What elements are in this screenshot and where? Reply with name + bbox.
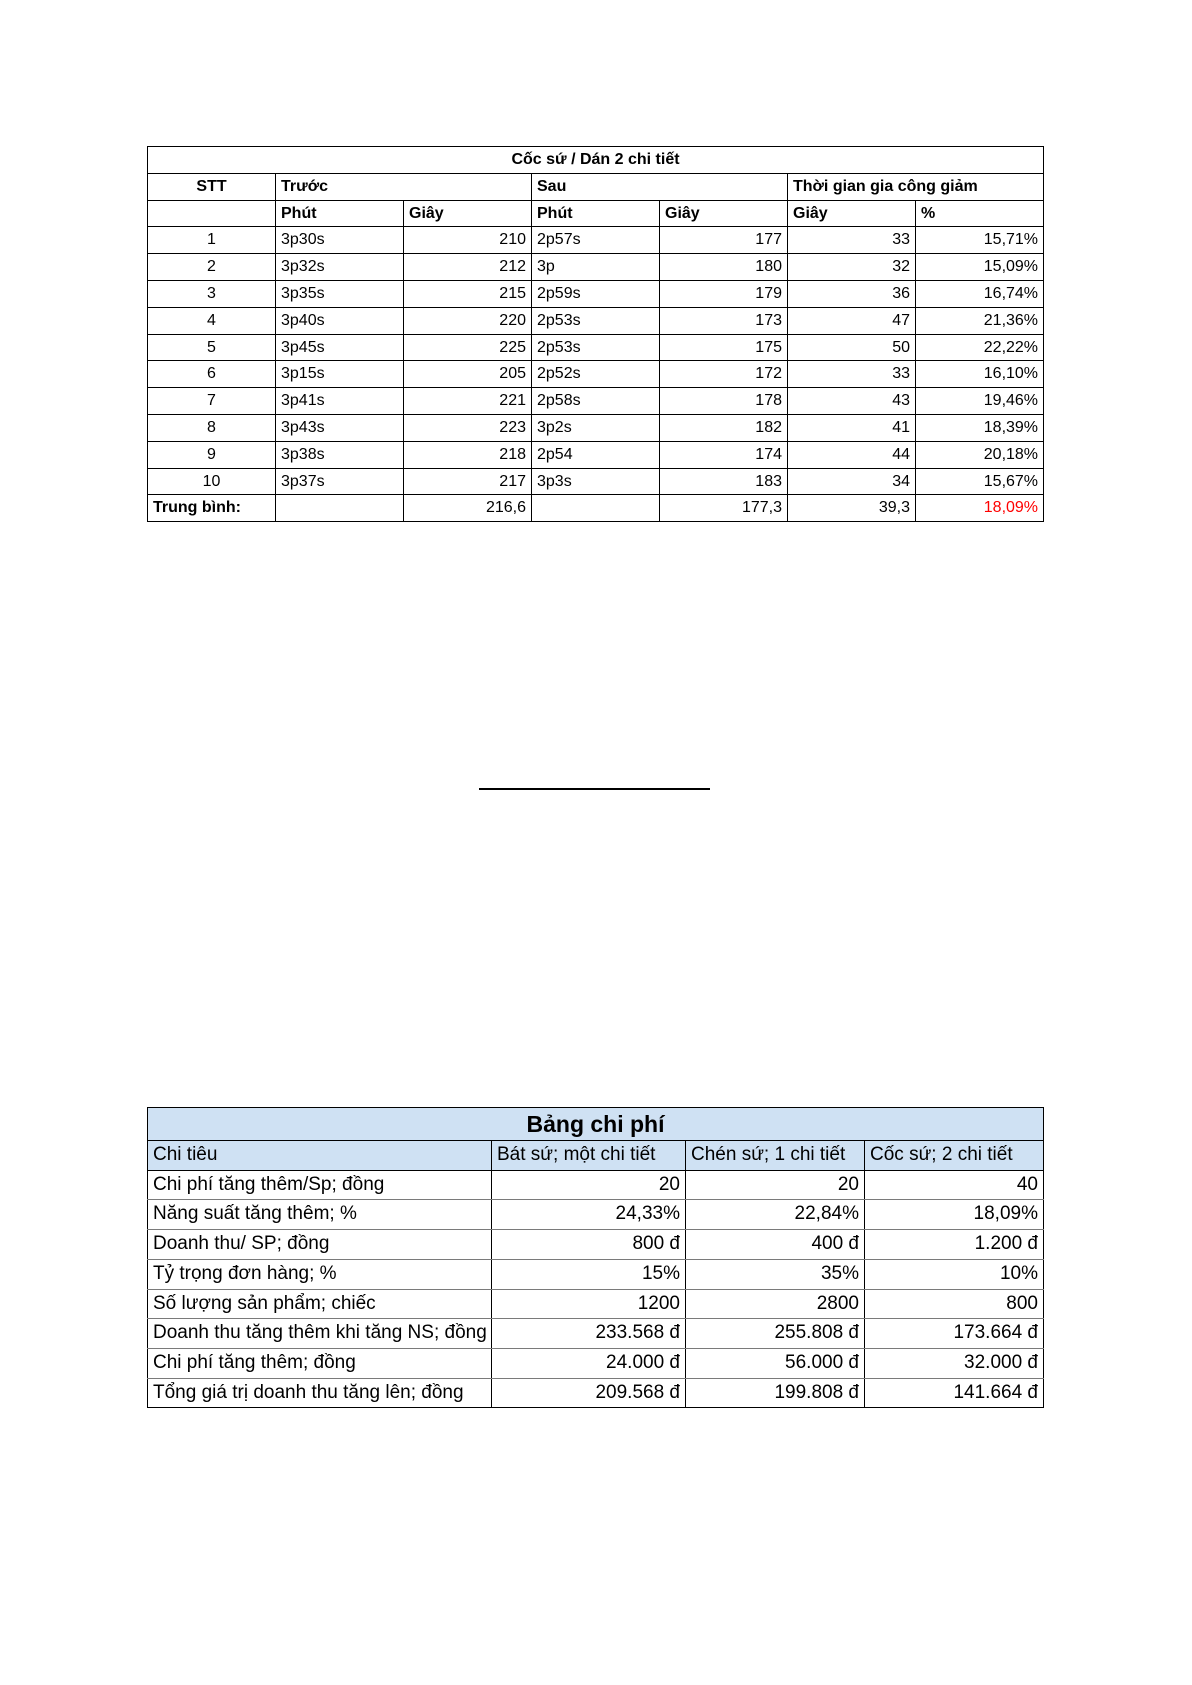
cell-reduced-pct: 16,10% [916, 361, 1044, 388]
row-value: 1.200 đ [865, 1230, 1044, 1260]
row-value: 20 [686, 1170, 865, 1200]
header-after: Sau [532, 173, 788, 200]
average-before-sec: 216,6 [404, 495, 532, 522]
row-value: 199.808 đ [686, 1378, 865, 1408]
row-value: 800 đ [492, 1230, 686, 1260]
cell-reduced-sec: 43 [788, 388, 916, 415]
row-value: 209.568 đ [492, 1378, 686, 1408]
row-value: 22,84% [686, 1200, 865, 1230]
row-label: Chi phí tăng thêm/Sp; đồng [148, 1170, 492, 1200]
cell-before-sec: 217 [404, 468, 532, 495]
cell-reduced-sec: 33 [788, 361, 916, 388]
cell-reduced-pct: 15,67% [916, 468, 1044, 495]
cell-reduced-sec: 44 [788, 441, 916, 468]
table-row [148, 280, 1044, 307]
cell-stt: 5 [148, 334, 276, 361]
row-value: 141.664 đ [865, 1378, 1044, 1408]
row-value: 173.664 đ [865, 1319, 1044, 1349]
row-label: Tỷ trọng đơn hàng; % [148, 1259, 492, 1289]
cell-reduced-pct: 20,18% [916, 441, 1044, 468]
header-before-sec: Giây [404, 200, 532, 227]
table-row [148, 1200, 1044, 1230]
cell-before-sec: 215 [404, 280, 532, 307]
cell-reduced-sec: 47 [788, 307, 916, 334]
header-blank [148, 200, 276, 227]
cell-before-sec: 223 [404, 414, 532, 441]
table-row [148, 441, 1044, 468]
cell-reduced-pct: 22,22% [916, 334, 1044, 361]
table-row [148, 1319, 1044, 1349]
header-before-min: Phút [276, 200, 404, 227]
cell-before-sec: 210 [404, 227, 532, 254]
table-row [148, 361, 1044, 388]
cell-reduced-sec: 41 [788, 414, 916, 441]
row-label: Tổng giá trị doanh thu tăng lên; đồng [148, 1378, 492, 1408]
row-value: 35% [686, 1259, 865, 1289]
cell-before-sec: 221 [404, 388, 532, 415]
table-row [148, 227, 1044, 254]
row-value: 18,09% [865, 1200, 1044, 1230]
row-value: 20 [492, 1170, 686, 1200]
cell-reduced-pct: 19,46% [916, 388, 1044, 415]
cell-before-min: 3p45s [276, 334, 404, 361]
cell-after-min: 2p58s [532, 388, 660, 415]
cell-before-sec: 218 [404, 441, 532, 468]
cell-after-min: 2p57s [532, 227, 660, 254]
cell-reduced-pct: 15,71% [916, 227, 1044, 254]
cell-before-sec: 205 [404, 361, 532, 388]
row-value: 1200 [492, 1289, 686, 1319]
table-row [148, 1259, 1044, 1289]
row-value: 800 [865, 1289, 1044, 1319]
cell-before-sec: 225 [404, 334, 532, 361]
row-value: 255.808 đ [686, 1319, 865, 1349]
cell-after-sec: 173 [660, 307, 788, 334]
cell-before-sec: 220 [404, 307, 532, 334]
cell-before-min: 3p15s [276, 361, 404, 388]
column-header: Cốc sứ; 2 chi tiết [865, 1141, 1044, 1171]
cost-table [147, 1107, 1044, 1408]
cell-after-sec: 179 [660, 280, 788, 307]
cell-after-sec: 177 [660, 227, 788, 254]
row-value: 24,33% [492, 1200, 686, 1230]
cell-after-min: 2p54 [532, 441, 660, 468]
processing-time-table [147, 146, 1044, 522]
cell-before-min: 3p41s [276, 388, 404, 415]
cell-after-min: 2p53s [532, 307, 660, 334]
cell-reduced-sec: 33 [788, 227, 916, 254]
row-label: Số lượng sản phẩm; chiếc [148, 1289, 492, 1319]
header-after-min: Phút [532, 200, 660, 227]
column-header: Chi tiêu [148, 1141, 492, 1171]
cell-reduced-pct: 15,09% [916, 254, 1044, 281]
cell-after-min: 3p [532, 254, 660, 281]
cost-table-title: Bảng chi phí [148, 1108, 1044, 1141]
table-row [148, 468, 1044, 495]
header-after-sec: Giây [660, 200, 788, 227]
cell-before-min: 3p38s [276, 441, 404, 468]
cell-reduced-sec: 34 [788, 468, 916, 495]
header-reduced: Thời gian gia công giảm [788, 173, 1044, 200]
cell-stt: 4 [148, 307, 276, 334]
cell-stt: 1 [148, 227, 276, 254]
table-row [148, 1230, 1044, 1260]
cell-reduced-sec: 32 [788, 254, 916, 281]
cell-stt: 3 [148, 280, 276, 307]
average-after-sec: 177,3 [660, 495, 788, 522]
cell-reduced-sec: 50 [788, 334, 916, 361]
cell-before-min: 3p30s [276, 227, 404, 254]
time-table-title: Cốc sứ / Dán 2 chi tiết [148, 147, 1044, 174]
cell-before-min: 3p32s [276, 254, 404, 281]
cell-reduced-pct: 16,74% [916, 280, 1044, 307]
row-value: 56.000 đ [686, 1348, 865, 1378]
cell-stt: 2 [148, 254, 276, 281]
average-row [148, 495, 1044, 522]
cell-after-sec: 182 [660, 414, 788, 441]
header-stt: STT [148, 173, 276, 200]
table-row [148, 1170, 1044, 1200]
cell-after-sec: 172 [660, 361, 788, 388]
cell-after-sec: 174 [660, 441, 788, 468]
row-value: 233.568 đ [492, 1319, 686, 1349]
cell-after-sec: 178 [660, 388, 788, 415]
cell-before-min: 3p35s [276, 280, 404, 307]
table-row [148, 307, 1044, 334]
cell-after-sec: 183 [660, 468, 788, 495]
cell-after-sec: 180 [660, 254, 788, 281]
cell-before-min: 3p43s [276, 414, 404, 441]
table-row [148, 1289, 1044, 1319]
cell-after-min: 2p59s [532, 280, 660, 307]
column-header: Bát sứ; một chi tiết [492, 1141, 686, 1171]
row-label: Doanh thu tăng thêm khi tăng NS; đồng [148, 1319, 492, 1349]
cell-stt: 10 [148, 468, 276, 495]
table-row [148, 414, 1044, 441]
row-value: 24.000 đ [492, 1348, 686, 1378]
row-value: 15% [492, 1259, 686, 1289]
table-row [148, 1378, 1044, 1408]
cell-stt: 6 [148, 361, 276, 388]
row-value: 32.000 đ [865, 1348, 1044, 1378]
average-blank [532, 495, 660, 522]
header-before: Trước [276, 173, 532, 200]
cell-stt: 7 [148, 388, 276, 415]
row-label: Chi phí tăng thêm; đồng [148, 1348, 492, 1378]
cell-before-min: 3p40s [276, 307, 404, 334]
header-reduced-pct: % [916, 200, 1044, 227]
header-reduced-sec: Giây [788, 200, 916, 227]
cell-after-min: 3p3s [532, 468, 660, 495]
row-value: 40 [865, 1170, 1044, 1200]
average-reduced-sec: 39,3 [788, 495, 916, 522]
column-header: Chén sứ; 1 chi tiết [686, 1141, 865, 1171]
average-blank [276, 495, 404, 522]
row-value: 2800 [686, 1289, 865, 1319]
cell-after-sec: 175 [660, 334, 788, 361]
cell-reduced-pct: 21,36% [916, 307, 1044, 334]
table-row [148, 388, 1044, 415]
cell-after-min: 3p2s [532, 414, 660, 441]
table-row [148, 254, 1044, 281]
cell-stt: 9 [148, 441, 276, 468]
table-row [148, 334, 1044, 361]
row-value: 10% [865, 1259, 1044, 1289]
cell-before-sec: 212 [404, 254, 532, 281]
cell-reduced-sec: 36 [788, 280, 916, 307]
row-label: Doanh thu/ SP; đồng [148, 1230, 492, 1260]
cell-after-min: 2p52s [532, 361, 660, 388]
section-divider [479, 788, 710, 790]
table-row [148, 1348, 1044, 1378]
row-label: Năng suất tăng thêm; % [148, 1200, 492, 1230]
average-reduced-pct: 18,09% [916, 495, 1044, 522]
cell-before-min: 3p37s [276, 468, 404, 495]
cell-after-min: 2p53s [532, 334, 660, 361]
row-value: 400 đ [686, 1230, 865, 1260]
cell-reduced-pct: 18,39% [916, 414, 1044, 441]
average-label: Trung bình: [148, 495, 276, 522]
cell-stt: 8 [148, 414, 276, 441]
